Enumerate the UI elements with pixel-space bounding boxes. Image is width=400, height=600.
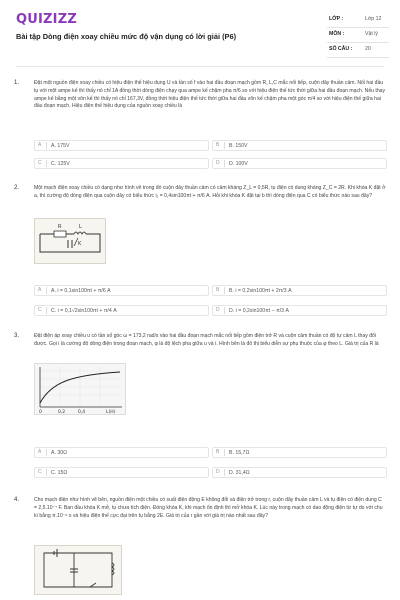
meta-label: MÔN : — [329, 31, 345, 37]
option-separator — [46, 287, 47, 294]
question-text: Đặt một nguồn điện xoay chiều có hiệu điện thế hiệu dụng U và tần số f vào hai đầu đoạn mạch gồm R, L,C mắc nối tiếp, cuộn dây thuần cảm. Nối hai đầu tụ với một ampe kế thì thấy nó chỉ 1A đồng thời dòng điện chạy qua ampe kế chậm pha π/6 so với hiệu điện thế tức thời giữa hai đầu đoạn mạch. Nếu thay ampe kế bằng một vôn kế thì thấy nó chỉ 167,3V, đồng thời hiệu điện thế tức thời giữa hai đầu vôn kế chậm pha một góc π/4 so với hiệu điện thế giữa hai đầu đoạn mạch. Hiệu điện thế hiệu dụng của nguồn xoay chiều là — [34, 80, 386, 110]
option-a[interactable] — [34, 447, 209, 458]
option-letter: A — [38, 449, 42, 455]
option-value: A. i = 0,1sin100πt + π/6 A — [51, 287, 111, 294]
tick-label: 0,4 — [78, 410, 86, 415]
resistor — [54, 231, 66, 237]
question-text: Một mạch điện xoay chiều có dạng như hình vẽ trong đó cuộn dây thuần cảm có cảm kháng Z_L = 0,5R, tụ điện có dung kháng Z_C = 2R. Khi khóa K đặt ở a, thì cường độ dòng điện qua cuộn dây có biểu thức i₁ = 0,4sin100πt + π/6 A. Hỏi khi khóa K đặt tại b thì dòng điện qua C có biểu thức nào sau đây? — [34, 185, 386, 199]
axis-label: L(H) — [106, 410, 116, 415]
option-separator — [224, 142, 225, 149]
meta-value: Vật lý — [365, 31, 378, 37]
option-value: D. 100V — [229, 160, 248, 167]
option-value: D. i = 0,2sin100πt − π/3 A — [229, 307, 289, 314]
figure-frame — [35, 219, 106, 264]
option-letter: B — [216, 287, 220, 293]
option-separator — [46, 449, 47, 456]
header — [0, 0, 400, 64]
option-letter: B — [216, 142, 220, 148]
option-value: A. 175V — [51, 142, 70, 149]
label-k: K — [78, 241, 82, 247]
meta-label: LỚP : — [329, 16, 344, 22]
meta-row-class — [327, 13, 389, 28]
question-text: Cho mạch điện như hình vẽ bên, nguồn điện một chiều có suất điện động E không đổi và điện trở trong r, cuộn dây thuần cảm L và tụ điện có điện dung C = 2,5.10⁻⁷ F. Ban đầu khóa K mở, tụ chưa tích điện. Đóng khóa K, khi mạch ổn định thì mở khóa K. Lúc này trong mạch có dao động điện từ tự do với chu kì bằng π.10⁻⁶ s và hiệu điện thế cực đại trên tụ bằng 2E. Giá trị của r gần với giá trị nào nhất sau đây? — [34, 497, 383, 519]
option-letter: B — [216, 449, 220, 455]
option-value: D. 31,4Ω — [229, 469, 250, 476]
tick-label: 0 — [39, 410, 42, 415]
option-letter: D — [216, 469, 220, 475]
option-separator — [46, 307, 47, 314]
label-r: R — [58, 224, 62, 230]
option-d[interactable] — [212, 158, 387, 169]
option-separator — [224, 287, 225, 294]
option-separator — [46, 142, 47, 149]
option-b[interactable] — [212, 447, 387, 458]
option-separator — [46, 160, 47, 167]
option-d[interactable] — [212, 305, 387, 316]
option-separator — [224, 469, 225, 476]
question-number: 4. — [14, 497, 20, 503]
circuit-figure-q4 — [34, 545, 122, 595]
document-title: Bài tập Dòng điện xoay chiều mức độ vận dụng có lời giải (P6) — [16, 32, 237, 41]
label-l: L — [79, 224, 82, 230]
option-value: C. 125V — [51, 160, 70, 167]
option-letter: C — [38, 307, 42, 313]
question-number: 2. — [14, 185, 20, 191]
option-d[interactable] — [212, 467, 387, 478]
option-value: B. 15,7Ω — [229, 449, 250, 456]
question-number: 3. — [14, 333, 20, 339]
option-b[interactable] — [212, 140, 387, 151]
question-text: Đặt điện áp xoay chiều u có tần số góc ω = 173,2 rad/s vào hai đầu đoạn mạch mắc nối tiếp gồm điện trở R và cuộn cảm thuần có độ tự cảm L thay đổi được. Gọi i là cường độ dòng điện trong đoạn mạch, φ là độ lệch pha giữa u và i. Hình bên là đồ thị biểu diễn sự phụ thuộc của φ theo L. Giá trị của R là — [34, 333, 379, 347]
meta-value: Lớp 12 — [365, 16, 382, 22]
circuit-figure-q2 — [34, 218, 106, 264]
meta-row-subject — [327, 28, 389, 43]
quizizz-logo: QUIZIZZ — [16, 12, 77, 27]
meta-label: SỐ CÂU : — [329, 46, 353, 52]
option-letter: D — [216, 160, 220, 166]
option-value: C. 15Ω — [51, 469, 68, 476]
option-value: C. i = 0,1√2sin100πt + π/4 A — [51, 307, 117, 314]
tick-label: 0,2 — [58, 410, 66, 415]
option-letter: D — [216, 307, 220, 313]
option-value: B. i = 0,2sin100πt + 2π/3 A — [229, 287, 292, 294]
option-c[interactable] — [34, 467, 209, 478]
option-c[interactable] — [34, 158, 209, 169]
option-a[interactable] — [34, 285, 209, 296]
option-a[interactable] — [34, 140, 209, 151]
option-b[interactable] — [212, 285, 387, 296]
option-letter: C — [38, 469, 42, 475]
option-letter: A — [38, 142, 42, 148]
option-separator — [224, 307, 225, 314]
phase-graph-q3 — [34, 363, 126, 415]
option-separator — [224, 449, 225, 456]
header-divider — [16, 66, 384, 67]
option-letter: A — [38, 287, 42, 293]
option-value: A. 30Ω — [51, 449, 67, 456]
question-number: 1. — [14, 80, 20, 86]
meta-value: 20 — [365, 46, 371, 52]
option-separator — [224, 160, 225, 167]
option-letter: C — [38, 160, 42, 166]
meta-table — [327, 13, 389, 58]
option-c[interactable] — [34, 305, 209, 316]
option-value: B. 150V — [229, 142, 248, 149]
meta-row-count — [327, 43, 389, 58]
option-separator — [46, 469, 47, 476]
